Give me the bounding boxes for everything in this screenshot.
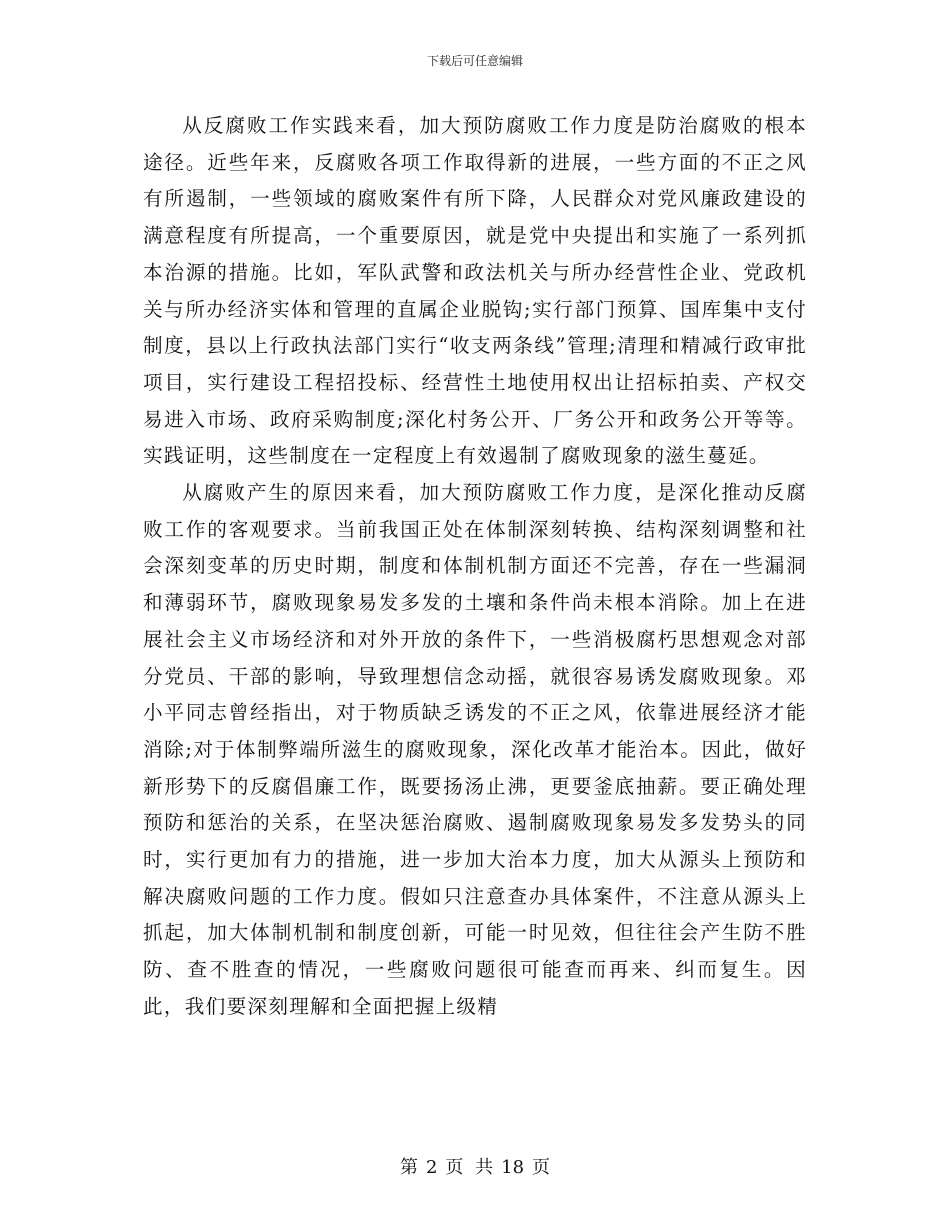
paragraph-1: 从反腐败工作实践来看，加大预防腐败工作力度是防治腐败的根本途径。近些年来，反腐败各项工作取得新的进展，一些方面的不正之风有所遏制，一些领域的腐败案件有所下降，人民群众对党风廉政建设的满意程度有所提高，一个重要原因，就是党中央提出和实施了一系列抓本治源的措施。比如，军队武警和政法机关与所办经营性企业、党政机关与所办经济实体和管理的直属企业脱钩;实行部门预算、国库集中支付制度，县以上行政执法部门实行“收支两条线”管理;清理和精减行政审批项目，实行建设工程招投标、经营性土地使用权出让招标拍卖、产权交易进入市场、政府采购制度;深化村务公开、厂务公开和政务公开等等。实践证明，这些制度在一定程度上有效遏制了腐败现象的滋生蔓延。	[143, 114, 807, 468]
document-body	[143, 108, 807, 1026]
footer-middle: 页 共	[445, 1157, 494, 1178]
footer-total-pages: 18	[501, 1157, 525, 1178]
page-footer	[0, 1153, 950, 1179]
footer-suffix: 页	[532, 1157, 551, 1178]
footer-prefix: 第	[399, 1157, 418, 1178]
page-header: 下载后可任意编辑	[426, 54, 523, 68]
footer-page-number: 2	[425, 1157, 438, 1178]
paragraph-2: 从腐败产生的原因来看，加大预防腐败工作力度，是深化推动反腐败工作的客观要求。当前我国正处在体制深刻转换、结构深刻调整和社会深刻变革的历史时期，制度和体制机制方面还不完善，存在一些漏洞和薄弱环节，腐败现象易发多发的土壤和条件尚未根本消除。加上在进展社会主义市场经济和对外开放的条件下，一些消极腐朽思想观念对部分党员、干部的影响，导致理想信念动摇，就很容易诱发腐败现象。邓小平同志曾经指出，对于物质缺乏诱发的不正之风，依靠进展经济才能消除;对于体制弊端所滋生的腐败现象，深化改革才能治本。因此，做好新形势下的反腐倡廉工作，既要扬汤止沸，更要釜底抽薪。要正确处理预防和惩治的关系，在坚决惩治腐败、遏制腐败现象易发多发势头的同时，实行更加有力的措施，进一步加大治本力度，加大从源头上预防和解决腐败问题的工作力度。假如只注意查办具体案件，不注意从源头上抓起，加大体制机制和制度创新，可能一时见效，但往往会产生防不胜防、查不胜查的情况，一些腐败问题很可能查而再来、纠而复生。因此，我们要深刻理解和全面把握上级精	[143, 481, 807, 1018]
